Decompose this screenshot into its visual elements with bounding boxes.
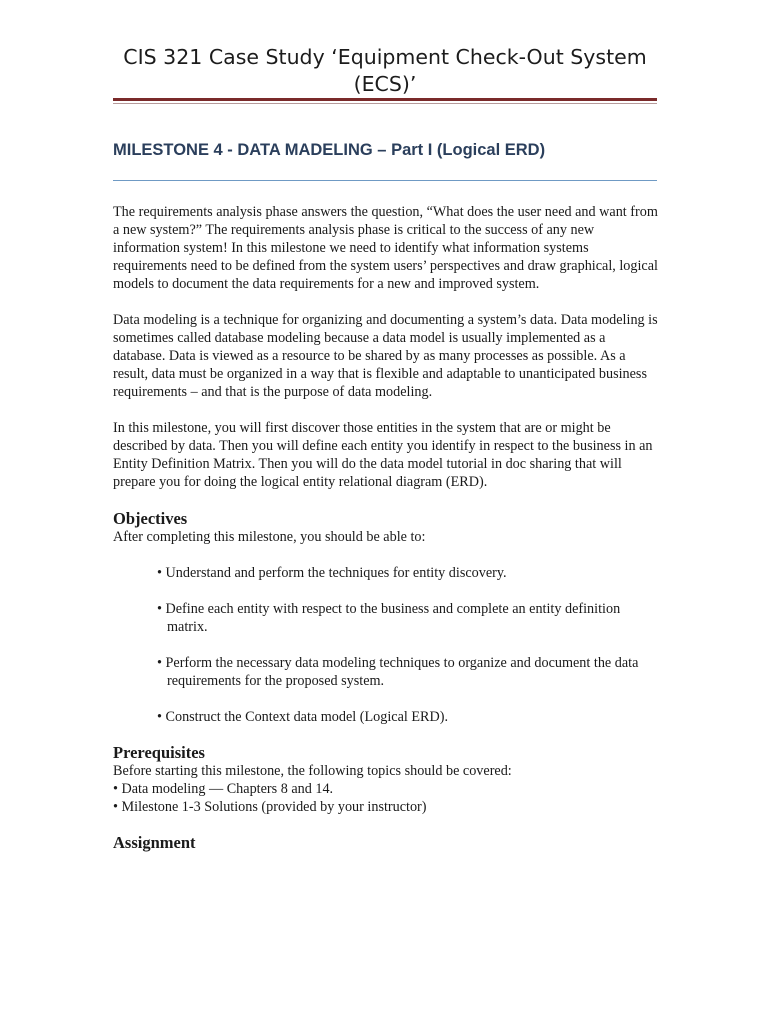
list-item: • Understand and perform the techniques for entity discovery. xyxy=(157,565,507,581)
prerequisites-intro: Before starting this milestone, the following topics should be covered: xyxy=(113,763,512,779)
objectives-list xyxy=(113,564,661,726)
prerequisites-heading: Prerequisites xyxy=(113,743,205,762)
milestone-heading: MILESTONE 4 - DATA MADELING – Part I (Logical ERD) xyxy=(113,141,546,159)
document-body xyxy=(113,203,661,852)
list-item: • Perform the necessary data modeling techniques to organize and document the data requirements for the proposed system. xyxy=(157,655,639,689)
title-rule-thin xyxy=(113,103,657,104)
list-item: • Milestone 1-3 Solutions (provided by your instructor) xyxy=(113,799,427,815)
title-rule-thick xyxy=(113,98,657,101)
document-title: CIS 321 Case Study ‘Equipment Check-Out System (ECS)’ xyxy=(123,45,647,96)
objectives-intro: After completing this milestone, you should be able to: xyxy=(113,529,426,545)
milestone-rule xyxy=(113,180,657,181)
list-item: • Construct the Context data model (Logical ERD). xyxy=(157,709,449,725)
paragraph-requirements: The requirements analysis phase answers the question, “What does the user need and want from a new system?” The requirements analysis phase is critical to the success of any new information system! In this milestone we need to identify what information systems requirements need to be defined from the system users’ perspectives and draw graphical, logical models to document the data requirements for a new and improved system. xyxy=(113,204,658,292)
objectives-heading: Objectives xyxy=(113,509,188,528)
paragraph-milestone: In this milestone, you will first discover those entities in the system that are or might be described by data. Then you will define each entity you identify in respect to the business in an Entity Definition Matrix. Then you will do the data model tutorial in doc sharing that will prepare you for doing the logical entity relational diagram (ERD). xyxy=(113,420,653,490)
assignment-heading: Assignment xyxy=(113,833,196,852)
list-item: • Define each entity with respect to the business and complete an entity definition matrix. xyxy=(157,601,621,635)
prerequisites-list xyxy=(113,780,661,816)
paragraph-data-modeling: Data modeling is a technique for organizing and documenting a system’s data. Data modeling is sometimes called database modeling because a data model is usually implemented as a database. Data is viewed as a resource to be shared by as many processes as possible. As a result, data must be organized in a way that is flexible and adaptable to unanticipated business requirements – and that is the purpose of data modeling. xyxy=(113,312,658,400)
list-item: • Data modeling — Chapters 8 and 14. xyxy=(113,781,334,797)
